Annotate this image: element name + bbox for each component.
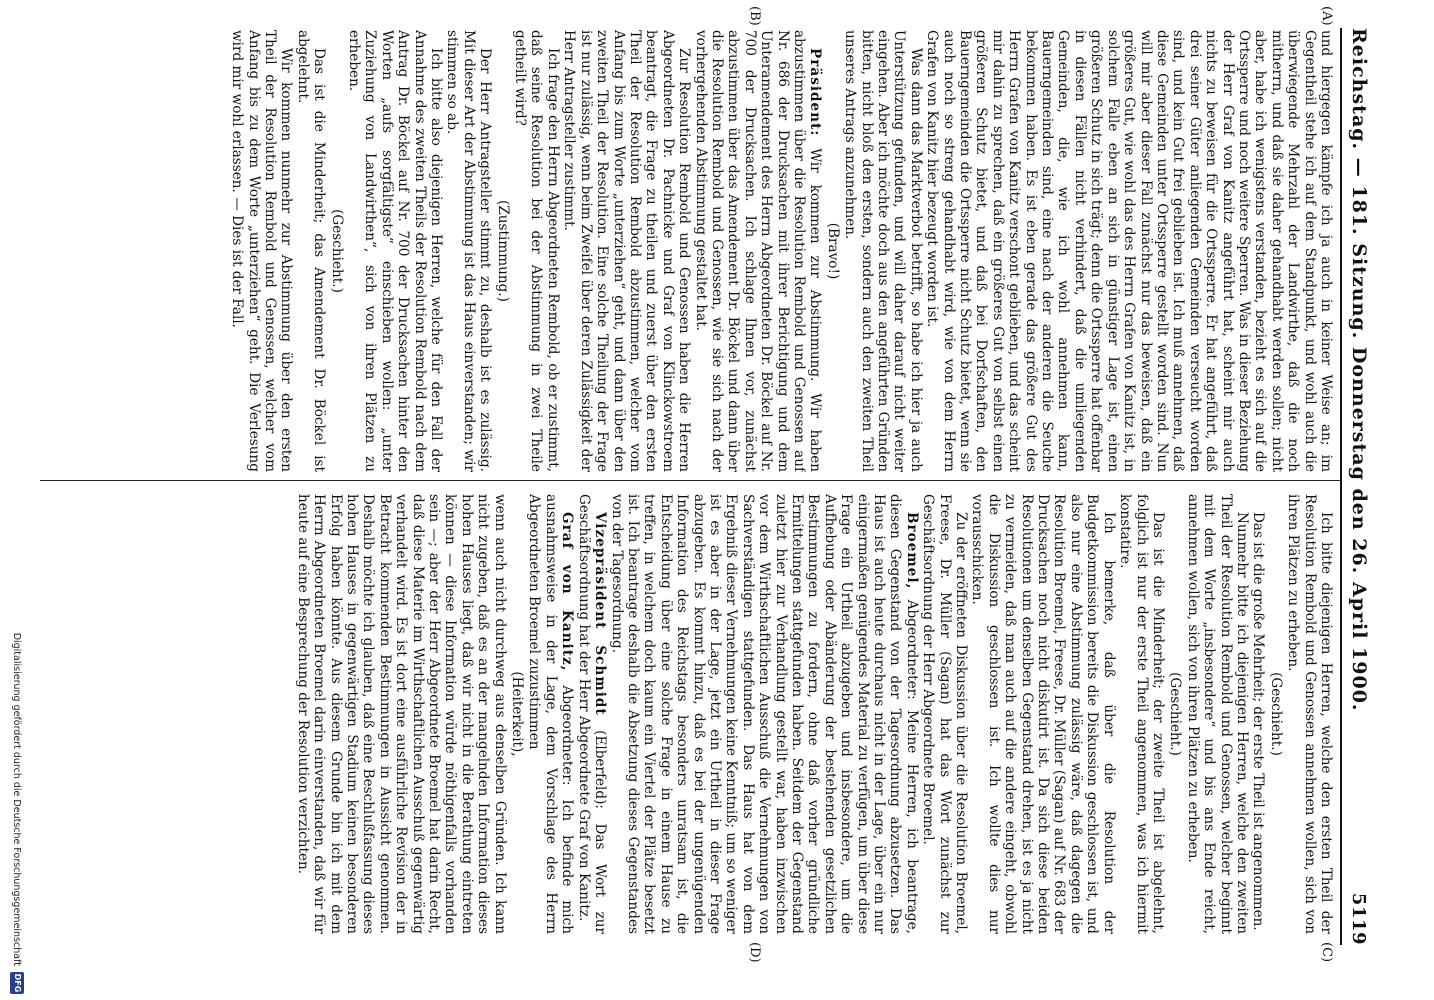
paragraph: Ich bitte diejenigen Herren, welche den ersten Theil der Resolution Rembold und Genossen annehmen wollen, sich von ihren Plätzen zu erheben. — [1285, 494, 1334, 934]
stage-direction: (Heiterkeit), — [509, 671, 526, 757]
paragraph: Nunmehr bitte ich diejenigen Herren, welche den zweiten Theil der Resolution Rembold und Genossen, welcher beginnt mit dem Worte „insbesondere“ und bis ans Ende reicht, annehmen wollen, sich von ihren Plätzen zu erheben. — [1184, 494, 1250, 934]
margin-marker-b: (B) — [747, 6, 762, 26]
speech-text: Wir kommen zur Abstimmung. Wir haben abzustimmen über die Resolution Rembold und Genossen auf Nr. 686 der Drucksachen mit ihrer Berichtigung und dem Unteramendement des Herrn Abgeordneten Dr. Böckel auf Nr. 700 der Drucksachen. Ich schlage Ihnen vor, zunächst abzustimmen über das Amendement Dr. Böckel und dann über die Resolution Rembold und Genossen, wie sie sich nach der vorhergehenden Abstimmung gestaltet hat. — [692, 30, 824, 472]
stage-direction: (Geschieht.) — [328, 209, 345, 293]
paragraph — [526, 494, 575, 934]
page-header — [1348, 28, 1382, 945]
column-divider — [40, 480, 1342, 481]
dfg-logo-icon: DFG — [10, 972, 24, 994]
speaker-name: Broemel, — [903, 512, 920, 590]
stage-direction: (Zustimmung.) — [494, 200, 511, 302]
paragraph: Das ist die Minderheit; der zweite Theil ist abgelehnt, folglich ist nur der erste Theil angenommen, was ich hiermit konstatire. — [1117, 494, 1166, 934]
margin-marker-c: (C) — [1319, 942, 1334, 963]
digitization-credit — [8, 0, 26, 1000]
speech-text: (Elberfeld): Das Wort zur Geschäftsordnung hat der Herr Abgeordnete Graf von Kanitz. — [575, 494, 609, 934]
speaker-name: Graf von Kanitz, — [559, 512, 576, 672]
paragraph: Zu der eröffneten Diskussion über die Resolution Broemel, Freese, Dr. Müller (Sagan) hat das Wort zunächst zur Geschäftsordnung der Herr Abgeordnete Broemel. — [920, 494, 970, 934]
stage-direction: (Geschieht.) — [1167, 672, 1184, 756]
stage-direction: (Geschieht.) — [1267, 672, 1284, 756]
paragraph: und hiergegen kämpfe ich ja auch in keiner Weise an; im Gegentheil stehe ich auf dem Standpunkt, und wohl auch die überwiegende Mehrzahl der Landwirthe, daß die noch mitherrn, und daß sie daher gehandhabt werden sollen; nicht aber, habe ich wenigstens verstanden, bezieht es sich auf die Ortssperre und noch weitere Sperren. Was in dieser Beziehung der Herr Graf von Kanitz angeführt hat, scheint mir auch nichts zu beweisen für die Ortssperre. Er hat angeführt, daß drei seiner Güter anliegenden Gemeinden verseucht worden sind, und kein Gut frei geblieben ist. Ich muß annehmen, daß diese Gemeinden unter Ortssperre gestellt worden sind. Nun will mir aber dieser Fall zunächst nur das beweisen, daß ein größeres Gut, wie wohl das des Herrn Grafen von Kanitz ist, in solchem Falle eben an sich in günstiger Lage ist, einen größeren Schutz in sich trägt; denn die Ortssperre hat offenbar in diesen Fällen nicht verhindert, daß die umliegenden Gemeinden, die, wie ich wohl annehmen kann, Bauerngemeinden sind, eine nach der anderen die Seuche bekommen haben. Es ist eben gerade das größere Gut des Herrn Grafen von Kanitz verschont geblieben, und das scheint mir dahin zu sprechen, daß ein größeres Gut von selbst einen größeren Schutz bietet, und daß bei Dorfschaften, den Bauerngemeinden die Ortssperre nicht Schutz bietet, wenn sie auch noch so streng gehandhabt wird, wie von dem Herrn Grafen von Kanitz hier bezeugt worden ist. — [924, 30, 1334, 472]
right-column — [40, 494, 1334, 934]
header-rule — [1340, 28, 1342, 945]
paragraph — [575, 494, 608, 934]
left-column — [40, 30, 1334, 472]
speaker-name: Vizepräsident Schmidt — [592, 512, 609, 716]
paragraph: Das ist die große Mehrheit; der erste Theil ist angenommen. — [1250, 512, 1267, 931]
page-number: 5119 — [1348, 892, 1369, 945]
paragraph: Ich bitte also diejenigen Herren, welche für den Fall der Annahme des zweiten Theils der Resolution Rembold nach dem Antrag Dr. Böckel auf Nr. 700 der Drucksachen hinter den Worten „aufs sorgfältigste“ einschieben wollen: „unter Zuziehung von Landwirthen“, sich von ihren Plätzen zu erheben. — [346, 30, 445, 472]
paragraph: Ich frage den Herrn Abgeordneten Rembold, ob er zustimmt, daß seine Resolution bei der Abstimmung in zwei Theile getheilt wird? — [512, 30, 561, 472]
speech-text: Abgeordneter: Meine Herren, ich beantrage, diesen Gegenstand von der Tagesordnung abzusetzen. Das Haus ist auch heute durchaus nicht in der Lage, über ein nur einigermaßen genügendes Material zu verfügen, um über diese Frage ein Urtheil abzugeben und insbesondere, um die Aufhebung oder Abänderung der bestehenden gesetzlichen Bestimmungen zu fordern, ohne daß vorher gründliche Ermittelungen stattgefunden haben. Seitdem der Gegenstand zuletzt hier zur Verhandlung gestellt war, haben inzwischen vor dem Wirthschaftlichen Ausschuß die Vernehmungen von Sachverständigen stattgefunden. Das Haus hat von dem Ergebniß dieser Vernehmungen keine Kenntniß; um so weniger ist es aber in der Lage, jetzt ein Urtheil in dieser Frage abzugeben. Es kommt hinzu, daß es bei der ungenügenden Information des Reichstags besonders unratsam ist, die Entscheidung über eine solche Frage in einem Hause zu treffen, in welchem doch kaum ein Viertel der Plätze besetzt ist. Ich beantrage deshalb die Absetzung dieses Gegenstandes von der Tagesordnung. — [608, 494, 920, 934]
page-title: Reichstag. — 181. Sitzung. Donnerstag den 26. April 1900. — [1348, 28, 1370, 712]
paragraph: Das ist die Minderheit; das Amendement Dr. Böckel ist abgelehnt. — [294, 30, 328, 472]
margin-marker-d: (D) — [747, 942, 762, 963]
speech-text: Abgeordneter: Ich befinde mich ausnahmsweise in der Lage, dem Vorschlage des Herrn Abgeordneten Broemel zuzustimmen — [526, 494, 576, 934]
stage-direction: (Bravo!) — [824, 222, 841, 280]
paragraph: Zur Resolution Rembold und Genossen haben die Herren Abgeordneten Dr. Pachnicke und Graf von Klinckowstroem beantragt, die Frage zu theilen und zuerst über den ersten Theil der Resolution Rembold abzustimmen, welcher vom Anfang bis zum Worte „unterziehen“ geht, und dann über den zweiten Theil der Resolution. Eine solche Theilung der Frage ist nur zulässig, wenn beim Zweifel über deren Zulässigkeit der Herr Antragsteller zustimmt. — [561, 30, 693, 472]
paragraph: wenn auch nicht durchweg aus denselben Gründen. Ich kann nicht zugeben, daß es an der mangelnden Information dieses hohen Hauses liegt, daß wir nicht in die Berathung eintreten können — diese Information würde nöthigenfalls vorhanden sein —; aber der Herr Abgeordnete Broemel hat darin Recht, daß diese Materie im Wirthschaftlichen Ausschuß gegenwärtig verhandelt wird. Es ist dort eine ausführliche Revision der in Betracht kommenden Bestimmungen in Aussicht genommen. Deshalb möchte ich glauben, daß eine Beschlußfassung dieses hohen Hauses in gegenwärtigen Stadium keinen besonderen Erfolg haben könnte. Aus diesem Grunde bin ich mit dem Herrn Abgeordneten Broemel darin einverstanden, daß wir für heute auf eine Besprechung der Resolution verzichten. — [294, 494, 508, 934]
paragraph: Ich bemerke, daß über die Resolution der Budgetkommission bereits die Diskussion geschlossen ist, und also nur eine Abstimmung zulässig wäre, daß dagegen die Resolution Broemel, Freese, Dr. Müller (Sagan) auf Nr. 683 der Drucksachen noch nicht diskutirt ist. Da sich diese beiden Resolutionen um denselben Gegenstand drehen, ist es ja nicht zu vermeiden, daß man auch auf die andere eingeht, obwohl die Diskussion geschlossen ist. Ich wollte dies nur vorausschicken. — [969, 494, 1117, 934]
paragraph — [608, 494, 920, 934]
speaker-name: Präsident: — [807, 48, 824, 137]
credit-text: Digitalisierung gefördert durch die Deutsche Forschungsgemeinschaft — [11, 632, 23, 966]
margin-marker-a: (A) — [1319, 6, 1334, 26]
paragraph: Wir kommen nunmehr zur Abstimmung über den ersten Theil der Resolution Rembold und Genossen, welcher vom Anfang bis zu dem Worte „unterziehen“ geht. Die Verlesung wird mir wohl erlassen. — Dies ist der Fall. — [229, 30, 295, 472]
paragraph — [692, 30, 823, 472]
paragraph: Der Herr Antragsteller stimmt zu, deshalb ist es zulässig. Mit dieser Art der Abstimmung ist das Haus einverstanden; wir stimmen so ab. — [444, 30, 494, 472]
paragraph: Was dann das Marktverbot betrifft, so habe ich hier ja auch Unterstützung gefunden, und will daher darauf nicht weiter eingehen. Aber ich möchte doch aus den angeführten Gründen bitten, nicht bloß den ersten, sondern auch den zweiten Theil unseres Antrags anzunehmen. — [842, 30, 924, 472]
